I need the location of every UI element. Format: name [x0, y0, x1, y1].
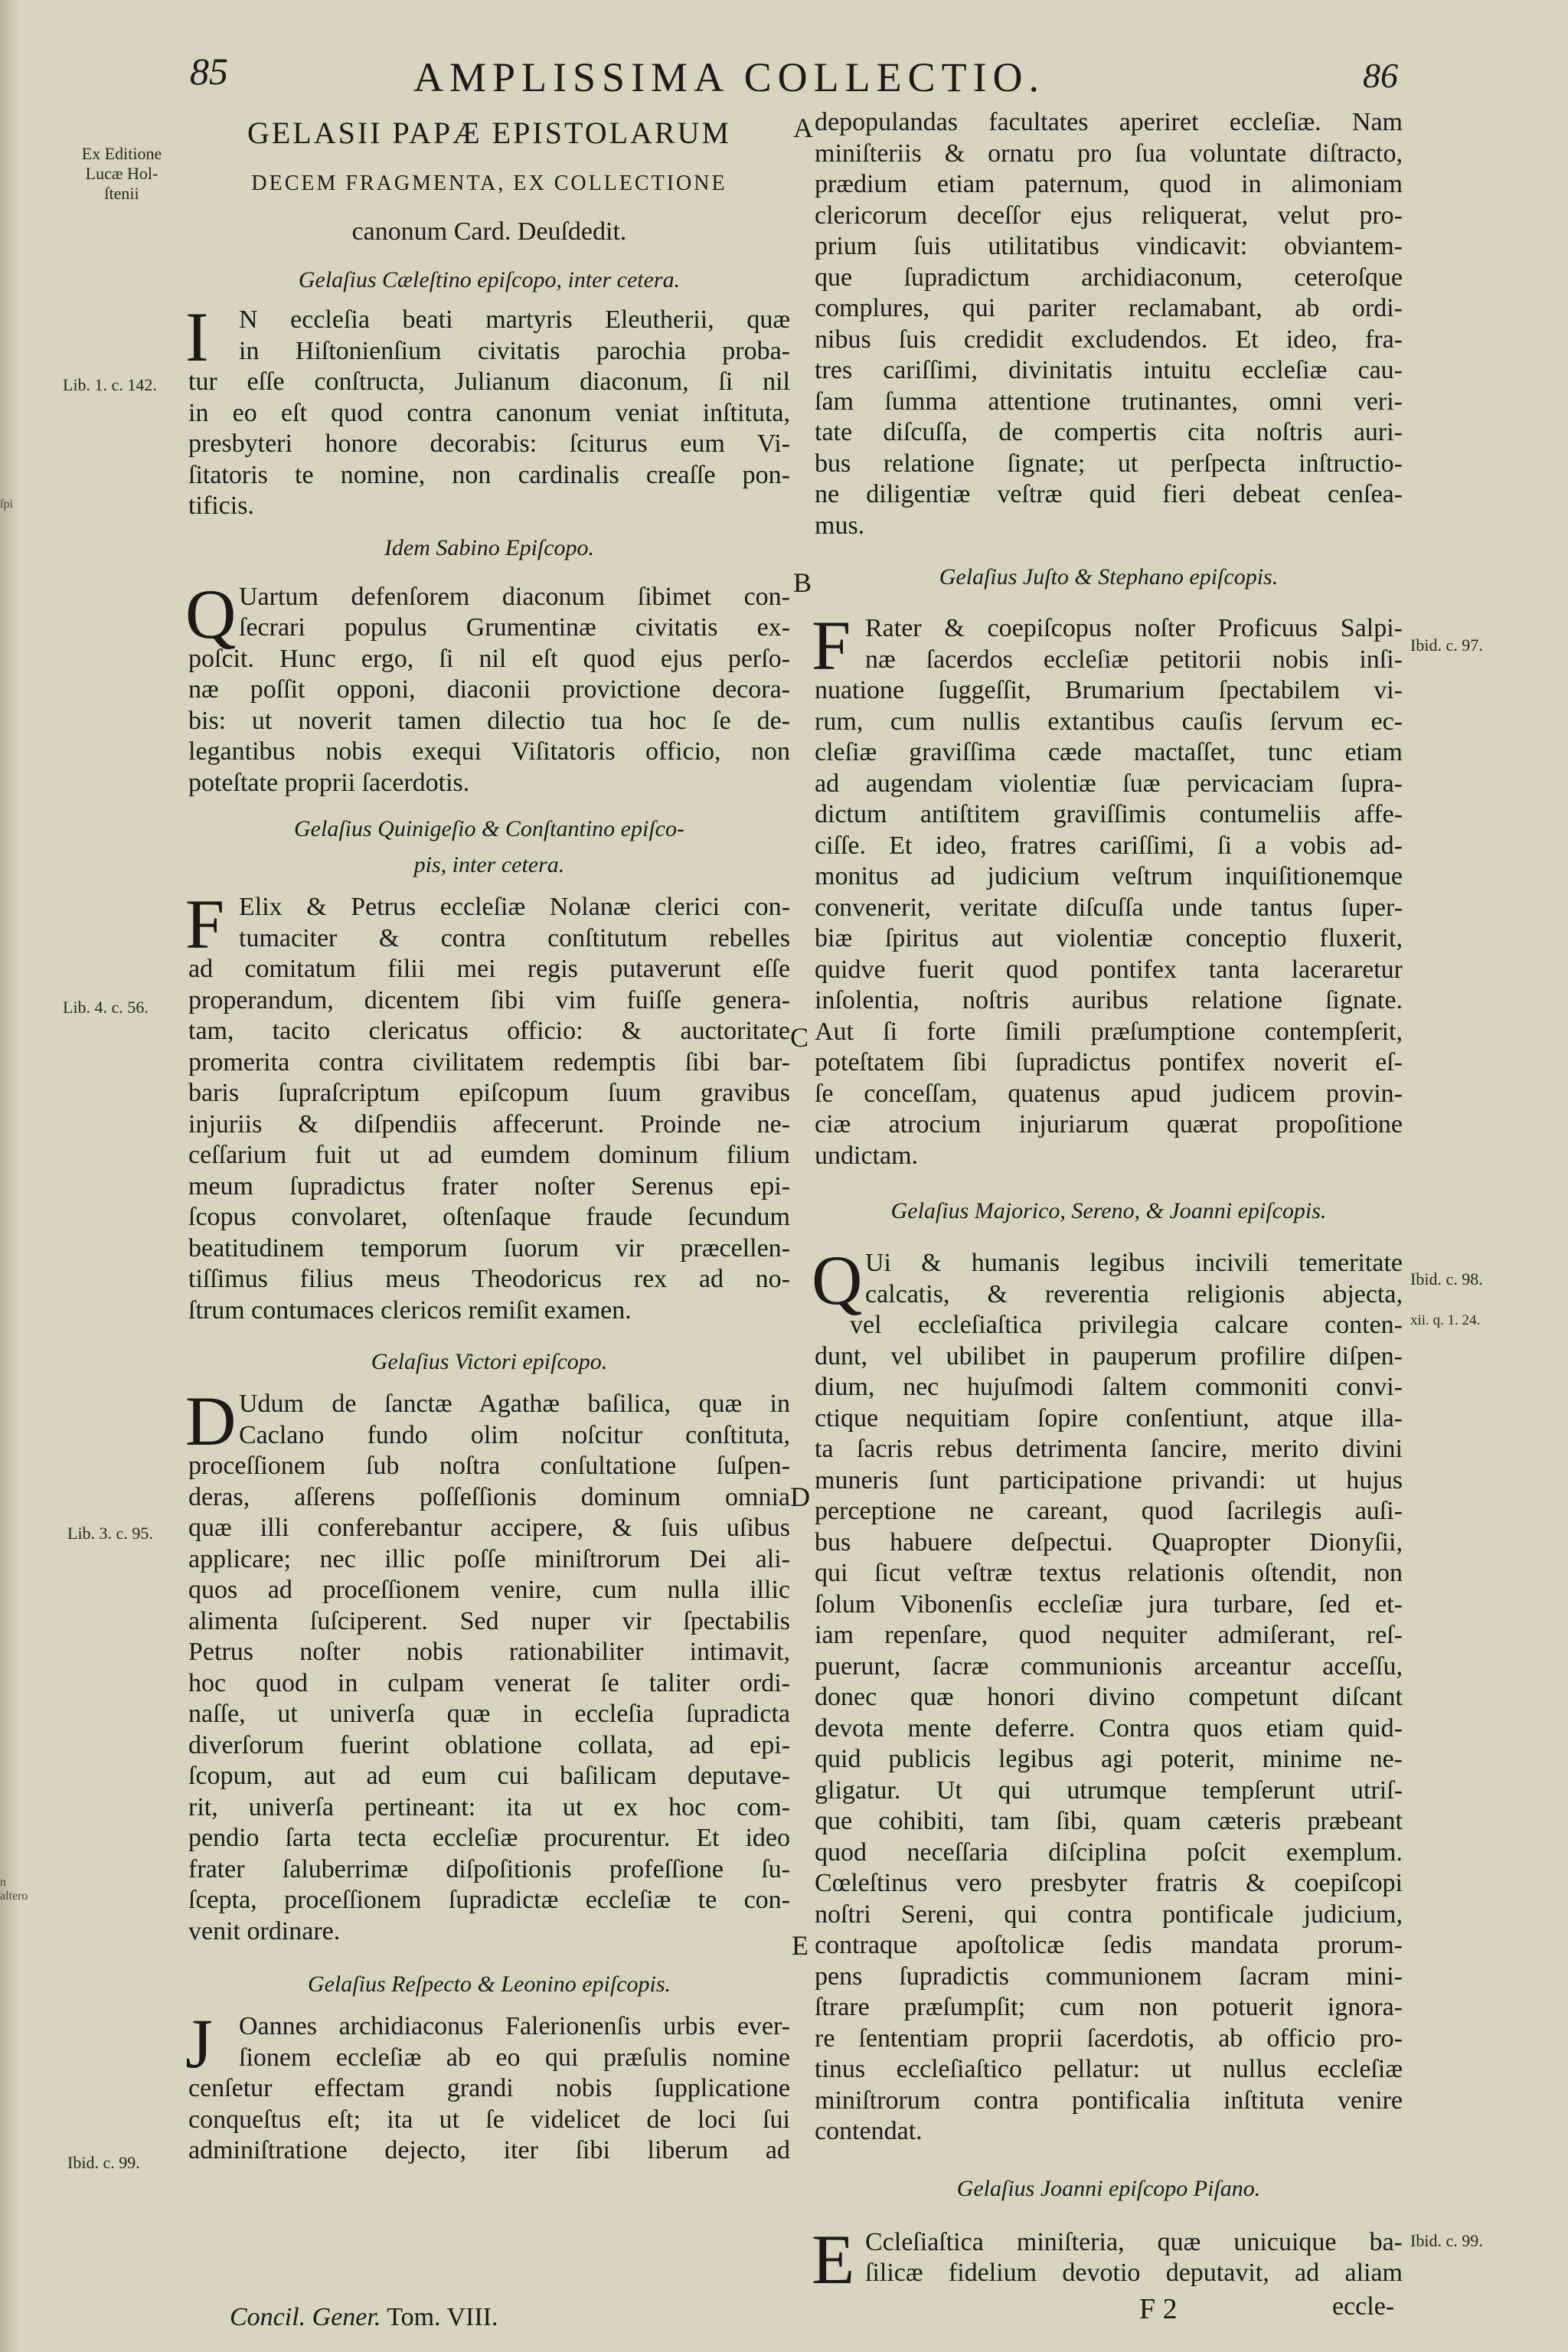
- section-letter: B: [793, 567, 812, 598]
- drop-cap: Q: [185, 574, 237, 653]
- text-line: donec quæ honori divino competunt diſcant: [815, 1683, 1403, 1711]
- text-line: monitus ad judicium veſtrum inquiſitionemque: [815, 862, 1403, 890]
- text-line: que cohibiti, tam ſibi, quam cæteris præbeant: [815, 1807, 1403, 1835]
- letter-paragraph: [185, 2004, 790, 2167]
- text-line: ſe conceſſam, quatenus apud judicem provin-: [815, 1079, 1403, 1108]
- text-line: Caclano fundo olim noſcitur conſtituta,: [239, 1420, 790, 1449]
- page-number-right: 86: [1363, 56, 1398, 95]
- text-line: ad augendam violentiæ ſuæ pervicaciam ſupra-: [815, 769, 1403, 798]
- letter-paragraph: [185, 885, 790, 1326]
- letter-address: Gelaſius Quinigeſio & Conſtantino epiſco-: [294, 816, 684, 841]
- text-line: Petrus noſter nobis rationabiliter intimavit,: [188, 1638, 790, 1666]
- text-line: Oannes archidiaconus Falerionenſis urbis ever-: [239, 2012, 790, 2040]
- text-line: proceſſionem ſub noſtra conſultatione ſuſpen-: [188, 1452, 790, 1480]
- text-line: quidve fuerit quod pontifex tanta laceraretur: [815, 955, 1403, 984]
- text-line: qui ſicut veſtræ textus relationis oſtendit, non: [815, 1559, 1403, 1587]
- text-line: ſecrari populus Grumentinæ civitatis ex-: [239, 613, 790, 642]
- text-line: promerita contra civilitatem redemptis ſibi bar-: [188, 1047, 790, 1076]
- drop-cap: I: [185, 298, 209, 376]
- text-line: beatitudinem temporum ſuorum vir præcellen-: [188, 1233, 790, 1263]
- edition-note: [64, 144, 179, 204]
- text-line: mus.: [815, 511, 865, 540]
- text-line: tres cariſſimi, divinitatis intuitu eccleſiæ cau-: [815, 356, 1403, 384]
- text-line: næ poſſit opponi, diaconii provictione decora-: [188, 675, 790, 704]
- text-line: contraque apoſtolicæ ſedis mandata prorum-: [815, 1931, 1403, 1959]
- text-line: clericorum deceſſor ejus reliquerat, velut pro-: [815, 201, 1403, 230]
- drop-cap: D: [185, 1382, 237, 1460]
- text-line: ſcepta, proceſſionem ſupradictæ eccleſiæ te con-: [188, 1886, 790, 1914]
- text-line: muneris ſunt participatione privandi: ut hujus: [815, 1465, 1403, 1494]
- text-line: injuriis & diſpendiis affecerunt. Proinde ne-: [188, 1109, 790, 1138]
- running-head: AMPLISSIMA COLLECTIO.: [413, 54, 1046, 100]
- text-line: ne diligentiæ veſtræ quid fieri debeat cenſea-: [815, 480, 1403, 508]
- text-line: venit ordinare.: [188, 1916, 341, 1945]
- text-line: diverſorum fuerint oblatione collata, ad epi-: [188, 1730, 790, 1759]
- marginal-reference: Lib. 4. c. 56.: [63, 998, 149, 1017]
- text-line: que ſupradictum archidiaconum, ceteroſque: [815, 263, 1403, 292]
- text-line: ctique nequitiam ſopire conſentiunt, atque illa-: [815, 1403, 1403, 1432]
- section-letter: C: [790, 1022, 809, 1053]
- text-line: iam repenſare, quod nequiter admiſerant, reſ-: [815, 1621, 1403, 1649]
- letter-paragraph: [185, 574, 790, 799]
- text-line: Uartum defenſorem diaconum ſibimet con-: [239, 582, 790, 611]
- text-line: ſtrare præſumpſit; cum non potuerit ignora-: [815, 1993, 1403, 2021]
- text-line: complures, qui pariter reclamabant, ab ordi-: [815, 294, 1403, 322]
- gutter-fragment: n altero: [0, 1876, 28, 1903]
- text-line: ſam ſumma attentione trutinantes, omni veri-: [815, 387, 1403, 416]
- text-line: noſtri Sereni, qui contra pontificale judicium,: [815, 1900, 1403, 1929]
- letter-paragraph: [812, 1241, 1403, 2148]
- text-line: bis: ut noverit tamen dilectio tua hoc ſe de-: [188, 706, 790, 735]
- text-line: pendio ſarta tecta eccleſiæ procurentur. Et ideo: [188, 1824, 790, 1852]
- text-line: conqueſtus eſt; ita ut ſe videlicet de loci ſui: [188, 2105, 790, 2134]
- section-title: GELASII PAPÆ EPISTOLARUM: [247, 116, 732, 150]
- text-line: cleſiæ graviſſima cæde mactaſſet, tunc etiam: [815, 738, 1403, 766]
- text-line: Elix & Petrus eccleſiæ Nolanæ clerici con-: [239, 893, 790, 921]
- letter-address: pis, inter cetera.: [413, 852, 565, 877]
- drop-cap: F: [185, 885, 225, 963]
- marginal-reference: Ibid. c. 97.: [1410, 635, 1483, 655]
- section-letter: E: [792, 1930, 808, 1961]
- text-line: nibus ſuis credidit excludendos. Et ideo, fra-: [815, 325, 1403, 354]
- text-line: hoc quod in culpam venerat ſe taliter ordi-: [188, 1668, 790, 1697]
- text-line: perceptione ne careant, quod ſacrilegis auſi-: [815, 1497, 1403, 1525]
- text-line: gligatur. Ut qui utrumque tempſerunt utriſ-: [815, 1775, 1403, 1805]
- text-line: properandum, dicentem ſibi vim fuiſſe genera-: [188, 985, 790, 1014]
- text-line: vel eccleſiaſtica privilegia calcare conten-: [850, 1311, 1403, 1339]
- letter-paragraph: [812, 606, 1403, 1171]
- book-gutter: [0, 0, 28, 2352]
- text-line: biæ ſpiritus aut violentiæ conceptio fluxerit,: [815, 924, 1403, 952]
- text-line: Udum de ſanctæ Agathæ baſilica, quæ in: [239, 1390, 790, 1418]
- text-line: poteſtate proprii ſacerdotis.: [188, 768, 470, 797]
- text-line: næ ſacerdos eccleſiæ petitorii nobis inſi-: [865, 645, 1403, 674]
- text-line: ceſſarium fuit ut ad eumdem dominum filium: [188, 1141, 790, 1169]
- text-line: devota mente deferre. Contra quos etiam quid-: [815, 1713, 1403, 1743]
- letter-address: Gelaſius Reſpecto & Leonino epiſcopis.: [307, 1971, 671, 1997]
- text-line: adminiſtratione dejecto, iter ſibi liberum ad: [188, 2136, 790, 2164]
- text-line: ta ſacris rebus detrimenta ſancire, merito divini: [815, 1435, 1403, 1463]
- text-line: legantibus nobis exequi Viſitatoris officio, non: [188, 737, 790, 766]
- page-number-left: 85: [190, 50, 228, 93]
- text-line: miniſteriis & ornatu pro ſua voluntate diſtracto,: [815, 139, 1403, 168]
- letter-paragraph: [185, 298, 790, 522]
- text-line: quos ad proceſſionem venire, cum nulla illic: [188, 1576, 790, 1604]
- text-line: undictam.: [815, 1141, 919, 1170]
- text-line: ſcopum, aut ad eum cui baſilicam deputave-: [188, 1762, 790, 1790]
- text-line: Ui & humanis legibus incivili temeritate: [865, 1249, 1403, 1277]
- text-line: cenſetur effectam grandi nobis ſupplicatione: [188, 2074, 790, 2102]
- edition-note-line: Ex Editione: [81, 144, 162, 163]
- text-line: N eccleſia beati martyris Eleutherii, quæ: [239, 305, 790, 334]
- text-line: ſitatoris te nomine, non cardinalis creaſſe pon-: [188, 460, 790, 489]
- text-line: miniſtrorum contra pontificalia inſtituta venire: [815, 2086, 1403, 2115]
- text-line: applicare; nec illic poſſe miniſtrorum Dei ali-: [188, 1544, 790, 1573]
- text-line: dunt, vel ubilibet in pauperum profilire diſpen-: [815, 1341, 1403, 1370]
- text-line: tur eſſe conſtructa, Julianum diaconum, ſi nil: [188, 368, 790, 396]
- marginal-reference: Ibid. c. 98.: [1410, 1269, 1483, 1289]
- footer-volume: Tom. VIII.: [387, 2303, 498, 2331]
- letter-address: Gelaſius Cæleſtino epiſcopo, inter cetera.: [298, 267, 681, 292]
- marginal-reference: xii. q. 1. 24.: [1410, 1312, 1481, 1328]
- marginal-reference: Lib. 3. c. 95.: [67, 1524, 153, 1543]
- text-line: in eo eſt quod contra canonum veniat inſtituta,: [188, 398, 790, 427]
- letter-address: Gelaſius Majorico, Sereno, & Joanni epiſcopis.: [890, 1198, 1327, 1223]
- text-line: depopulandas facultates aperiret eccleſiæ. Nam: [815, 108, 1403, 136]
- text-line: tificis.: [188, 492, 254, 520]
- text-line: rit, univerſa pertineant: ita ut ex hoc com-: [188, 1792, 790, 1821]
- page-header: [0, 44, 1568, 113]
- text-line: alimenta ſuſciperent. Sed nuper vir ſpectabilis: [188, 1606, 790, 1635]
- text-line: Ccleſiaſtica miniſteria, quæ unicuique ba-: [865, 2227, 1403, 2256]
- text-line: poteſtatem ſibi ſupradictus pontifex noverit eſ-: [815, 1048, 1403, 1076]
- text-line: prium ſuis utilitatibus vindicavit: obviantem-: [815, 232, 1403, 260]
- text-line: convenerit, veritate diſcuſſa unde tantus ſuper-: [815, 893, 1403, 922]
- marginal-reference: Ibid. c. 99.: [1410, 2231, 1483, 2250]
- right-column: [812, 107, 1403, 2298]
- section-letter: D: [790, 1481, 810, 1512]
- text-line: bus habuere deſpectui. Quapropter Dionyſii,: [815, 1527, 1403, 1557]
- letter-address: Gelaſius Joanni epiſcopo Piſano.: [956, 2175, 1261, 2201]
- drop-cap: J: [185, 2004, 213, 2082]
- text-line: quid publicis legibus agi poterit, minime ne-: [815, 1745, 1403, 1773]
- text-line: ciæ atrocium injuriarum quærat propoſitione: [815, 1110, 1403, 1138]
- text-line: baris ſupraſcriptum epiſcopum ſuum gravibus: [188, 1079, 790, 1107]
- text-line: inſolentia, noſtris auribus relatione ſignate.: [815, 986, 1403, 1014]
- text-line: ſilicæ fidelium devotio deputavit, ad aliam: [865, 2259, 1403, 2287]
- signature-mark: F 2: [1139, 2293, 1178, 2325]
- drop-cap: Q: [812, 1241, 863, 1319]
- text-line: calcatis, & reverentia religionis abjecta,: [865, 1279, 1403, 1308]
- letter-address: Gelaſius Victori epiſcopo.: [371, 1349, 608, 1374]
- section-subtitle: DECEM FRAGMENTA, EX COLLECTIONE: [251, 172, 727, 195]
- drop-cap: F: [812, 606, 851, 684]
- volume-footer: [230, 2303, 498, 2332]
- text-line: tiſſimus filius meus Theodoricus rex ad no-: [188, 1265, 790, 1293]
- text-line: quod neceſſaria diſciplina poſcit exemplum.: [815, 1838, 1403, 1867]
- text-line: tate diſcuſſa, de compertis cita noſtris auri-: [815, 418, 1403, 446]
- letter-address: Idem Sabino Epiſcopo.: [384, 534, 595, 560]
- letter-paragraph: [185, 1382, 790, 1947]
- text-line: pens ſupradictis communionem ſacram mini-: [815, 1962, 1403, 1991]
- section-letter: A: [793, 113, 813, 143]
- text-line: re ſententiam proprii ſacerdotis, ab officio pro-: [815, 2024, 1403, 2053]
- text-line: Rater & coepiſcopus noſter Proficuus Salpi-: [865, 614, 1403, 642]
- marginal-reference: Ibid. c. 99.: [67, 2153, 140, 2172]
- text-line: quæ illi conferebantur accipere, & ſuis uſibus: [188, 1514, 790, 1542]
- text-line: frater ſaluberrimæ diſpoſitionis profeſſione ſu-: [188, 1854, 790, 1883]
- text-line: nuatione ſuggeſſit, Brumarium ſpectabilem vi-: [815, 676, 1403, 704]
- text-line: ciſſe. Et ideo, fratres cariſſimi, ſi a vobis ad-: [815, 831, 1403, 860]
- text-line: prædium etiam paternum, quod in alimoniam: [815, 170, 1403, 198]
- edition-note-line: ſtenii: [104, 184, 139, 203]
- gutter-fragment: ſpi: [0, 498, 13, 511]
- text-line: ſcopus convolaret, oſtenſaque fraude ſecundum: [188, 1203, 790, 1231]
- section-subtitle: canonum Card. Deuſdedit.: [351, 217, 627, 246]
- text-line: ſolum Vibonenſis eccleſiæ jura turbare, ſed et-: [815, 1589, 1403, 1619]
- text-line: bus relatione ſignate; ut perſpecta inſtructio-: [815, 449, 1403, 478]
- text-line: puerunt, ſacræ communionis arceantur acceſſu,: [815, 1651, 1403, 1681]
- text-line: in Hiſtonienſium civitatis parochia proba-: [239, 336, 790, 365]
- left-column: [185, 107, 790, 2167]
- edition-note-line: Lucæ Hol-: [85, 164, 158, 183]
- catchword: eccle-: [1332, 2292, 1395, 2321]
- text-line: rum, cum nullis extantibus cauſis ſervum ec-: [815, 707, 1403, 736]
- letter-paragraph: [812, 2220, 1403, 2298]
- text-line: presbyteri honore decorabis: ſciturus eum Vi-: [188, 430, 790, 458]
- text-line: tinus eccleſiaſtico pellatur: ut nullus eccleſiæ: [815, 2055, 1403, 2083]
- text-line: contendat.: [815, 2117, 923, 2145]
- text-line: ad comitatum filii mei regis putaverunt eſſe: [188, 955, 790, 983]
- letter-address: Gelaſius Juſto & Stephano epiſcopis.: [939, 564, 1279, 590]
- text-line: tumaciter & contra conſtitutum rebelles: [239, 923, 790, 952]
- footer-series: Concil. Gener.: [230, 2303, 381, 2331]
- text-line: dictum antiſtitem graviſſimis contumeliis affe-: [815, 800, 1403, 828]
- letter-paragraph: [815, 107, 1403, 541]
- drop-cap: E: [812, 2220, 855, 2298]
- text-line: meum ſupradictus frater noſter Serenus epi-: [188, 1171, 790, 1200]
- text-line: deras, aſſerens poſſeſſionis dominum omnia: [188, 1482, 790, 1511]
- text-line: ſtrum contumaces clericos remiſit examen.: [188, 1295, 632, 1325]
- text-line: dium, nec hujuſmodi ſaltem commoniti convi-: [815, 1373, 1403, 1401]
- text-line: Aut ſi forte ſimili præſumptione contempſerit,: [815, 1017, 1403, 1046]
- text-line: tam, tacito clericatus officio: & auctoritate: [188, 1017, 790, 1045]
- text-line: Cœleſtinus vero presbyter fratris & coepiſcopi: [815, 1869, 1403, 1897]
- text-line: naſſe, ut univerſa quæ in eccleſia ſupradicta: [188, 1700, 790, 1728]
- text-line: ſionem eccleſiæ ab eo qui præſulis nomine: [239, 2043, 790, 2072]
- marginal-reference: Lib. 1. c. 142.: [63, 375, 157, 394]
- text-line: poſcit. Hunc ergo, ſi nil eſt quod ejus perſo-: [188, 644, 790, 673]
